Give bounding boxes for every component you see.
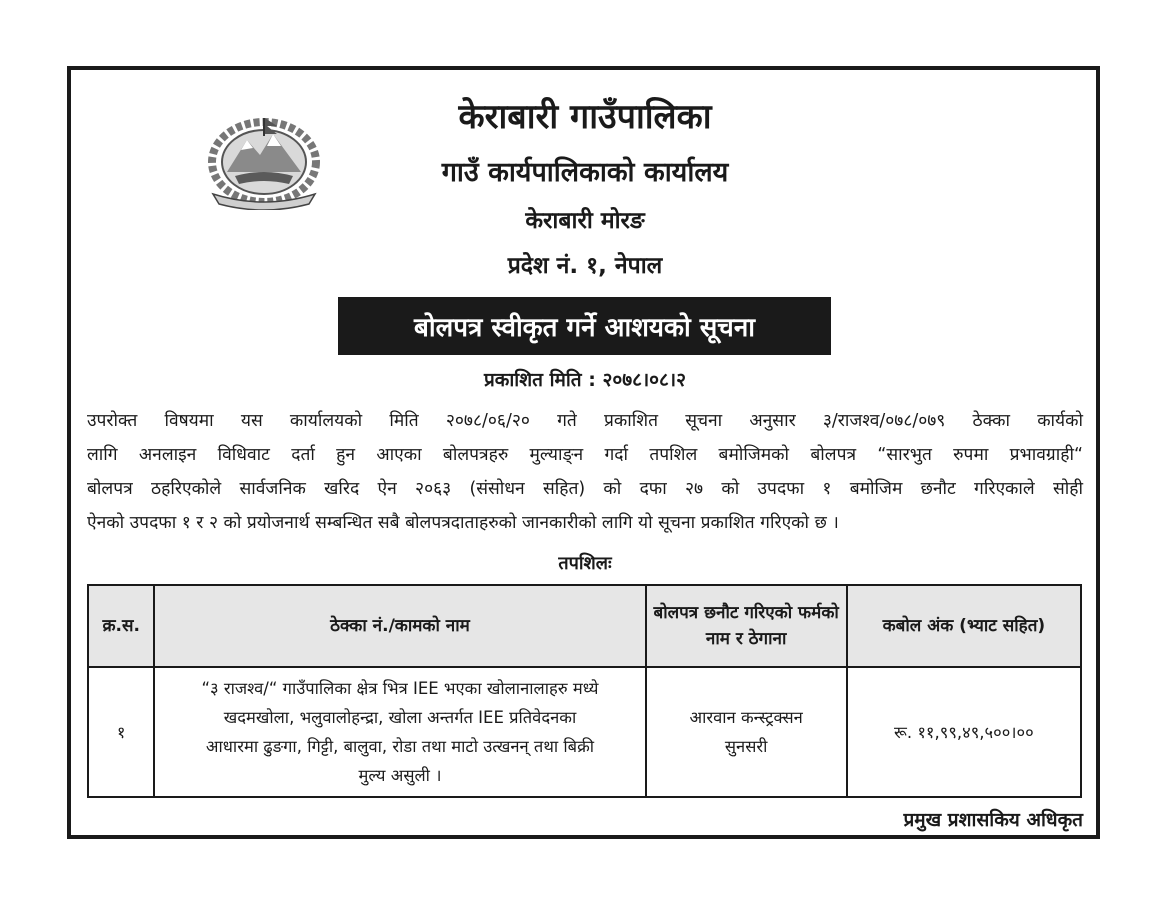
province-line: प्रदेश नं. १, नेपाल [507, 253, 663, 279]
published-date: प्रकाशित मिति : २०७८।०८।२ [483, 369, 687, 391]
table-header-row [88, 585, 1081, 667]
cell-sn: १ [88, 667, 154, 797]
table-row [88, 667, 1081, 797]
column-header-work: ठेक्का नं./कामको नाम [154, 585, 645, 667]
body-line: उपरोक्त विषयमा यस कार्यालयको मिति २०७८/०६/२० गते प्रकाशित सूचना अनुसार ३/राजश्व/०७८/०७९ ठेक्का कार्यको [87, 411, 1083, 431]
cell-amount: रू. ११,९९,४९,५००।०० [847, 667, 1081, 797]
body-line: ऐनको उपदफा १ र २ को प्रयोजनार्थ सम्बन्धित सबै बोलपत्रदाताहरुको जानकारीको लागि यो सूचना प्रकाशित गरिएको छ । [87, 513, 839, 533]
municipality-title: केराबारी गाउँपालिका [458, 97, 712, 137]
column-header-firm: बोलपत्र छनौट गरिएको फर्मको नाम र ठेगाना [646, 585, 847, 667]
cell-work: “३ राजश्व/“ गाउँपालिका क्षेत्र भित्र IEE भएका खोलानालाहरु मध्ये खदमखोला, भलुवालोहन्द्रा, खोला अन्तर्गत IEE प्रतिवेदनका आधारमा ढुङगा, गिट्टी, बालुवा, रोडा तथा माटो उत्खनन् तथा बिक्री मुल्य असुली । [154, 667, 645, 797]
column-header-amount: कबोल अंक (भ्याट सहित) [847, 585, 1081, 667]
notice-body [87, 404, 1083, 540]
body-line: लागि अनलाइन विधिवाट दर्ता हुन आएका बोलपत्रहरु मुल्याङ्न गर्दा तपशिल बमोजिमको बोलपत्र “सारभुत रुपमा प्रभावग्राही“ [87, 445, 1083, 465]
notice-title-banner [338, 297, 831, 355]
body-line: बोलपत्र ठहरिएकोले सार्वजनिक खरिद ऐन २०६३ (संसोधन सहित) को दफा २७ को उपदफा १ बमोजिम छनौट गरिएकाले सोही [87, 479, 1083, 499]
details-heading: तपशिलः [558, 553, 612, 574]
notice-title: बोलपत्र स्वीकृत गर्ने आशयको सूचना [414, 313, 755, 343]
office-title: गाउँ कार्यपालिकाको कार्यालय [441, 157, 729, 188]
location-line: केराबारी मोरङ [525, 208, 645, 234]
column-header-sn: क्र.स. [88, 585, 154, 667]
signature-title: प्रमुख प्रशासकिय अधिकृत [903, 809, 1083, 831]
details-table [87, 584, 1082, 798]
cell-firm: आरवान कन्स्ट्रक्सन सुनसरी [646, 667, 847, 797]
